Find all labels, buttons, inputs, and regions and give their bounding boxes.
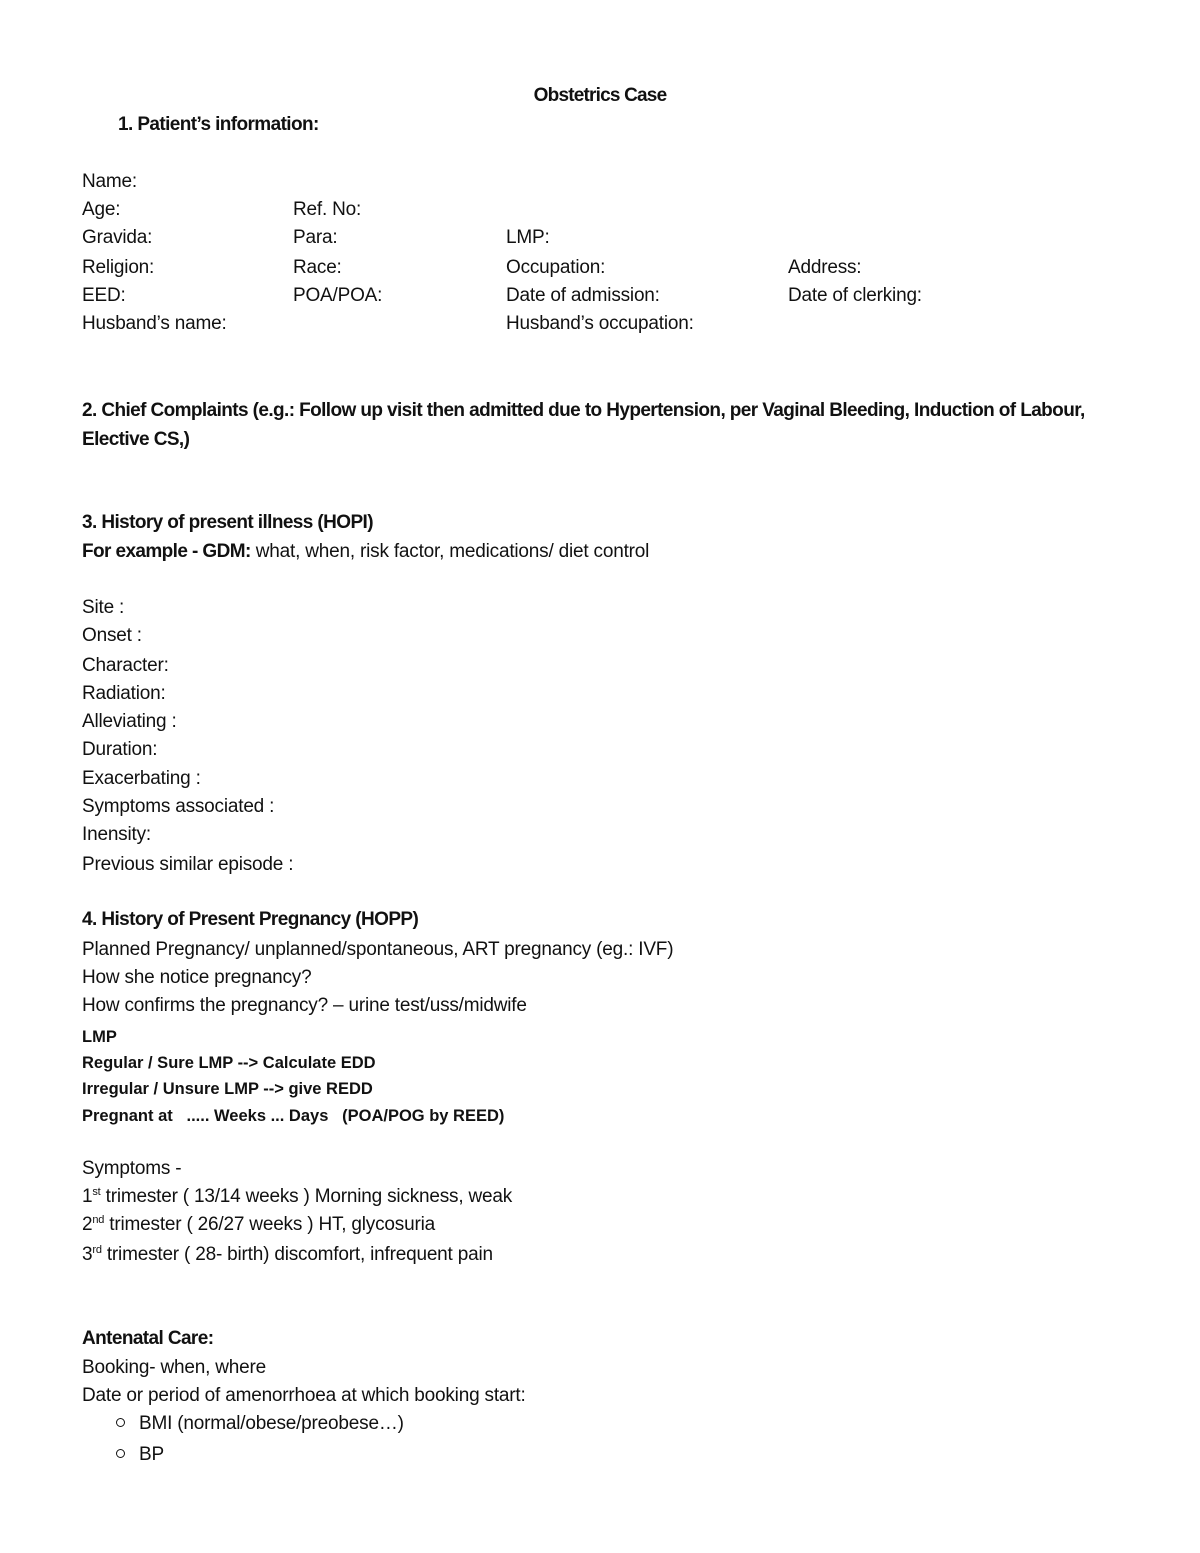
ordinal-suffix: rd: [92, 1244, 102, 1256]
hopi-onset: Onset :: [82, 625, 142, 646]
document-title: Obstetrics Case: [533, 85, 667, 106]
ordinal-suffix: nd: [92, 1214, 105, 1226]
hopp-line: How she notice pregnancy?: [82, 967, 312, 988]
hopi-example-text: what, when, risk factor, medications/ diet control: [250, 541, 650, 562]
bullet-item: [116, 1443, 164, 1467]
trimester-number: 2: [82, 1214, 93, 1235]
hollow-bullet-icon: [116, 1418, 125, 1427]
bullet-text: BMI (normal/obese/preobese…): [139, 1413, 404, 1434]
field-date-of-clerking: Date of clerking:: [788, 285, 922, 306]
bullet-text: BP: [139, 1444, 164, 1465]
trimester-text: trimester ( 13/14 weeks ) Morning sickness, weak: [100, 1186, 513, 1207]
field-occupation: Occupation:: [506, 257, 606, 278]
trimester-text: trimester ( 28- birth) discomfort, infrequent pain: [101, 1244, 493, 1265]
hopi-site: Site :: [82, 597, 125, 618]
hopi-duration: Duration:: [82, 739, 158, 760]
field-lmp: LMP:: [506, 227, 550, 248]
hopp-line: Planned Pregnancy/ unplanned/spontaneous, ART pregnancy (eg.: IVF): [82, 939, 674, 960]
hopi-exacerbating: Exacerbating :: [82, 768, 201, 789]
lmp-line: Irregular / Unsure LMP --> give REDD: [82, 1080, 373, 1098]
section-4-heading: 4. History of Present Pregnancy (HOPP): [82, 909, 419, 930]
trimester-line: [82, 1213, 435, 1237]
trimester-number: 1: [82, 1186, 93, 1207]
field-poa: POA/POA:: [293, 285, 383, 306]
field-eed: EED:: [82, 285, 126, 306]
antenatal-booking-date: Date or period of amenorrhoea at which booking start:: [82, 1385, 526, 1406]
field-race: Race:: [293, 257, 342, 278]
field-para: Para:: [293, 227, 338, 248]
hopi-radiation: Radiation:: [82, 683, 166, 704]
field-husband-name: Husband’s name:: [82, 313, 227, 334]
field-address: Address:: [788, 257, 862, 278]
field-gravida: Gravida:: [82, 227, 153, 248]
trimester-number: 3: [82, 1244, 93, 1265]
field-age: Age:: [82, 199, 121, 220]
antenatal-heading: Antenatal Care:: [82, 1328, 214, 1349]
bullet-item: [116, 1412, 404, 1436]
hopi-character: Character:: [82, 655, 169, 676]
antenatal-booking: Booking- when, where: [82, 1357, 266, 1378]
ordinal-suffix: st: [92, 1186, 101, 1198]
hopi-alleviating: Alleviating :: [82, 711, 177, 732]
hopi-previous-episode: Previous similar episode :: [82, 854, 294, 875]
field-date-of-admission: Date of admission:: [506, 285, 660, 306]
field-husband-occupation: Husband’s occupation:: [506, 313, 694, 334]
lmp-line: LMP: [82, 1028, 117, 1046]
hopi-example: [82, 540, 649, 564]
symptoms-label: Symptoms -: [82, 1158, 182, 1179]
lmp-line: Pregnant at ..... Weeks ... Days (POA/POG by REED): [82, 1107, 505, 1125]
field-ref-no: Ref. No:: [293, 199, 362, 220]
hollow-bullet-icon: [116, 1449, 125, 1458]
hopi-intensity: Inensity:: [82, 824, 151, 845]
field-name: Name:: [82, 171, 137, 192]
trimester-text: trimester ( 26/27 weeks ) HT, glycosuria: [104, 1214, 435, 1235]
section-2-heading: 2. Chief Complaints (e.g.: Follow up visit then admitted due to Hypertension, per Vaginal Bleeding, Induction of Labour, Elective CS,): [82, 400, 1085, 450]
hopi-example-label: For example - GDM:: [82, 541, 251, 562]
trimester-line: [82, 1185, 512, 1209]
hopp-line: How confirms the pregnancy? – urine test/uss/midwife: [82, 995, 527, 1016]
section-3-heading: 3. History of present illness (HOPI): [82, 512, 373, 533]
trimester-line: [82, 1243, 493, 1267]
hopi-symptoms-associated: Symptoms associated :: [82, 796, 275, 817]
section-1-heading: 1. Patient’s information:: [118, 114, 319, 135]
lmp-line: Regular / Sure LMP --> Calculate EDD: [82, 1054, 376, 1072]
field-religion: Religion:: [82, 257, 155, 278]
